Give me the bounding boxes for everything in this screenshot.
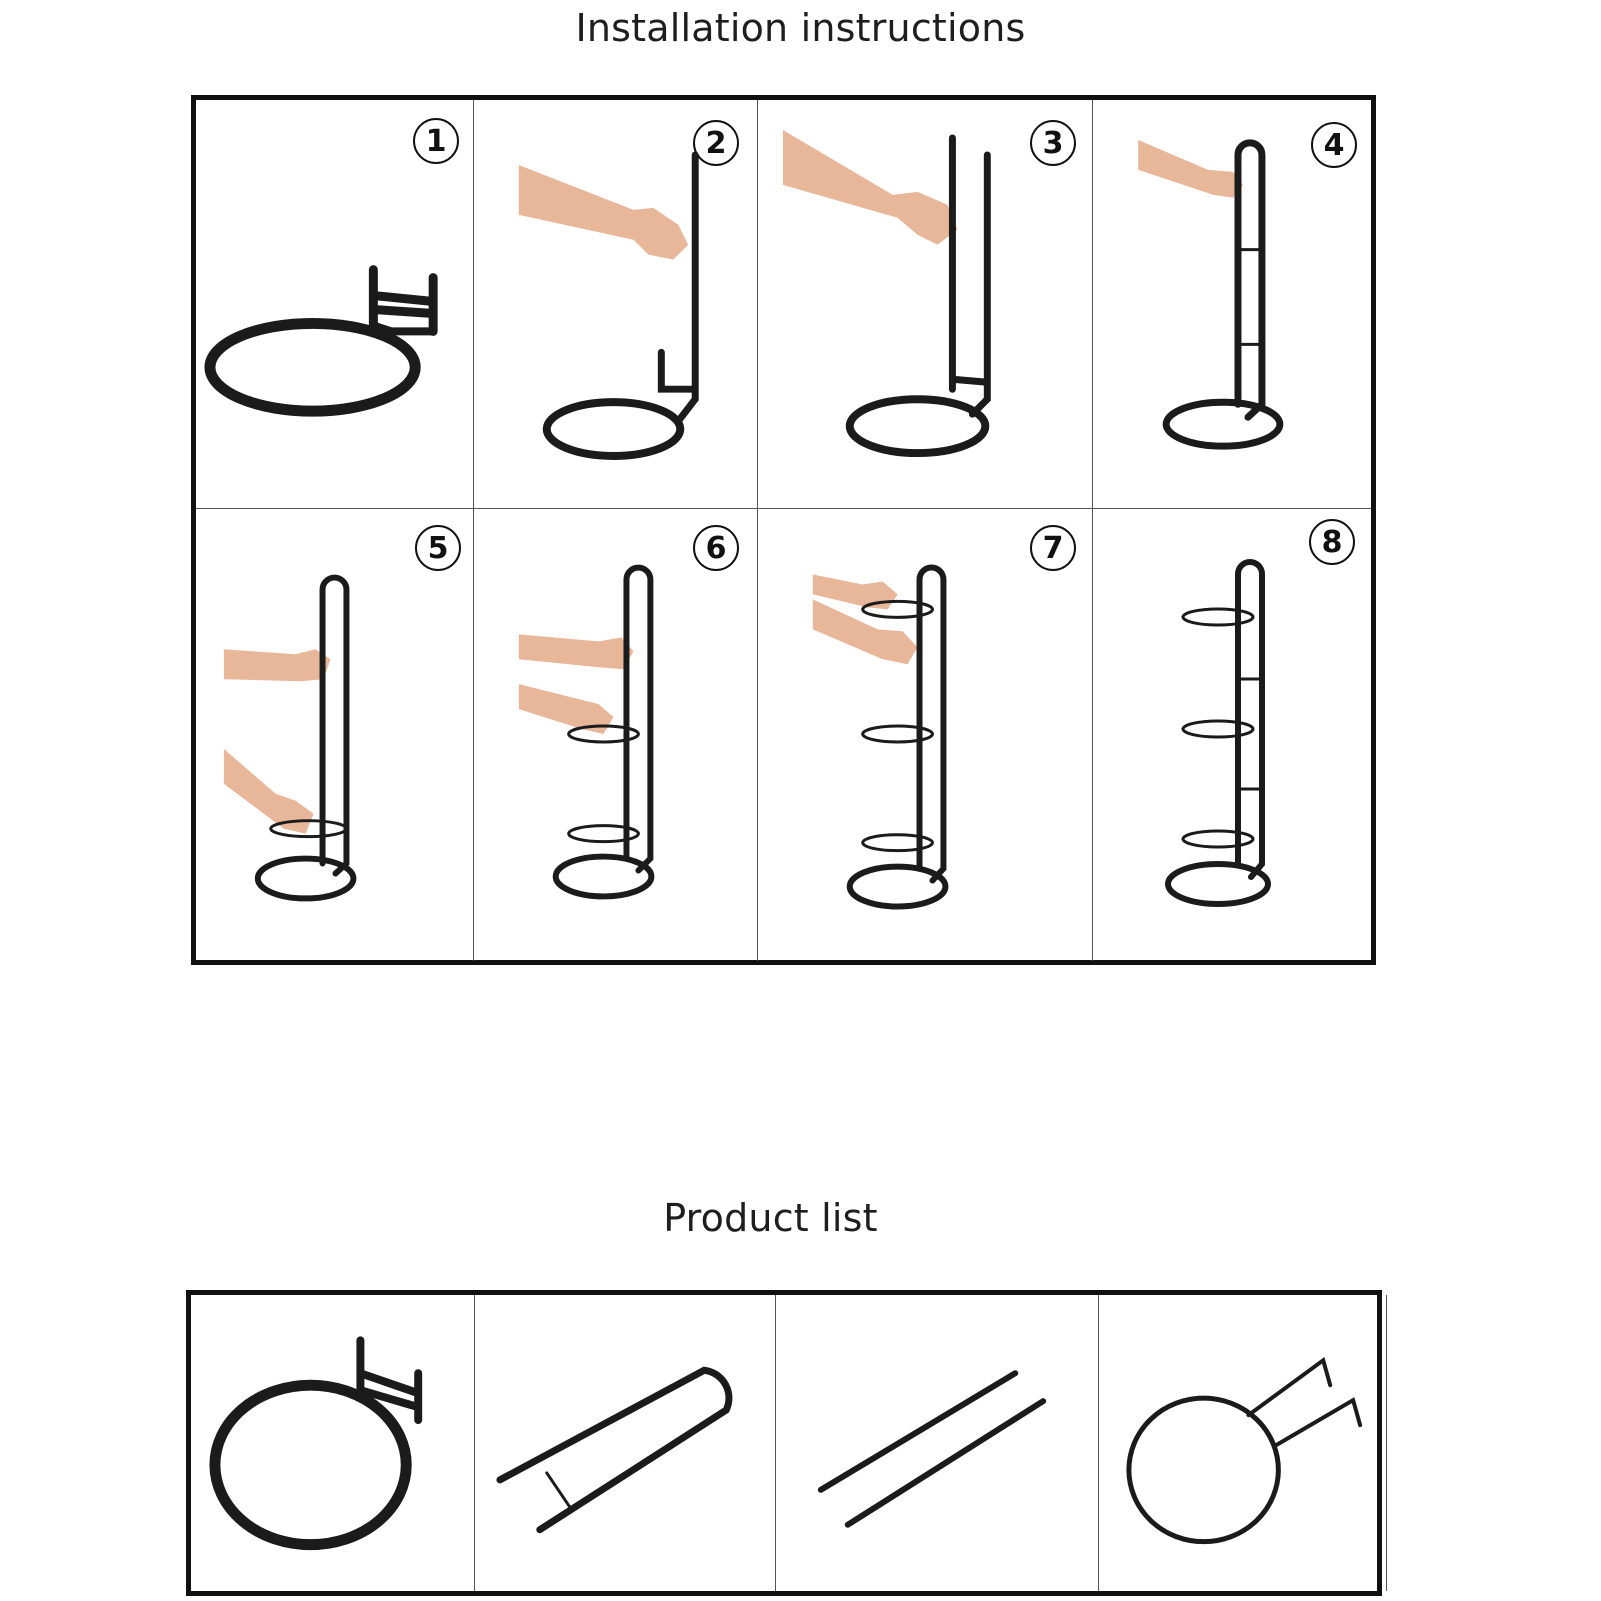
step-number-badge: 2 bbox=[693, 120, 739, 166]
step-number-badge: 8 bbox=[1309, 519, 1355, 565]
step-number-badge: 4 bbox=[1311, 122, 1357, 168]
product-item-hook-ring bbox=[1099, 1295, 1387, 1591]
step-4-panel bbox=[1093, 100, 1371, 509]
hand-icon bbox=[519, 634, 634, 669]
product-list-grid bbox=[186, 1290, 1382, 1596]
hand-icon bbox=[519, 165, 688, 260]
step-number-badge: 6 bbox=[693, 525, 739, 571]
step-1-panel bbox=[196, 100, 474, 509]
base-ring-illustration bbox=[196, 100, 473, 508]
product-item-base-ring bbox=[191, 1295, 475, 1591]
product-item-u-frame bbox=[475, 1295, 776, 1591]
hand-icon bbox=[813, 574, 898, 609]
product-list-title: Product list bbox=[663, 1196, 878, 1240]
step-2-panel bbox=[474, 100, 758, 509]
assembled-frame-illustration bbox=[1093, 100, 1371, 508]
insert-rods-illustration bbox=[758, 100, 1092, 508]
step-8-panel bbox=[1093, 509, 1371, 961]
u-frame-part-icon bbox=[475, 1295, 775, 1591]
step-number-badge: 3 bbox=[1030, 120, 1076, 166]
step-number-badge: 1 bbox=[413, 118, 459, 164]
hand-icon bbox=[224, 649, 331, 681]
step-5-panel bbox=[196, 509, 474, 961]
attach-top-basket-illustration bbox=[758, 509, 1092, 961]
straight-rods-part-icon bbox=[776, 1295, 1098, 1591]
installation-title: Installation instructions bbox=[575, 6, 1026, 50]
step-3-panel bbox=[758, 100, 1093, 509]
attach-lower-basket-illustration bbox=[196, 509, 473, 961]
product-item-straight-rods bbox=[776, 1295, 1099, 1591]
attach-frame-illustration bbox=[474, 100, 757, 508]
step-7-panel bbox=[758, 509, 1093, 961]
finished-stand-illustration bbox=[1093, 509, 1371, 961]
step-number-badge: 7 bbox=[1030, 525, 1076, 571]
hand-icon bbox=[1138, 140, 1243, 198]
step-6-panel bbox=[474, 509, 758, 961]
attach-middle-basket-illustration bbox=[474, 509, 757, 961]
base-ring-part-icon bbox=[191, 1295, 474, 1591]
hand-icon bbox=[813, 599, 918, 664]
hook-ring-part-icon bbox=[1099, 1295, 1386, 1591]
hand-icon bbox=[783, 130, 957, 245]
step-number-badge: 5 bbox=[415, 525, 461, 571]
installation-steps-grid bbox=[191, 95, 1376, 965]
